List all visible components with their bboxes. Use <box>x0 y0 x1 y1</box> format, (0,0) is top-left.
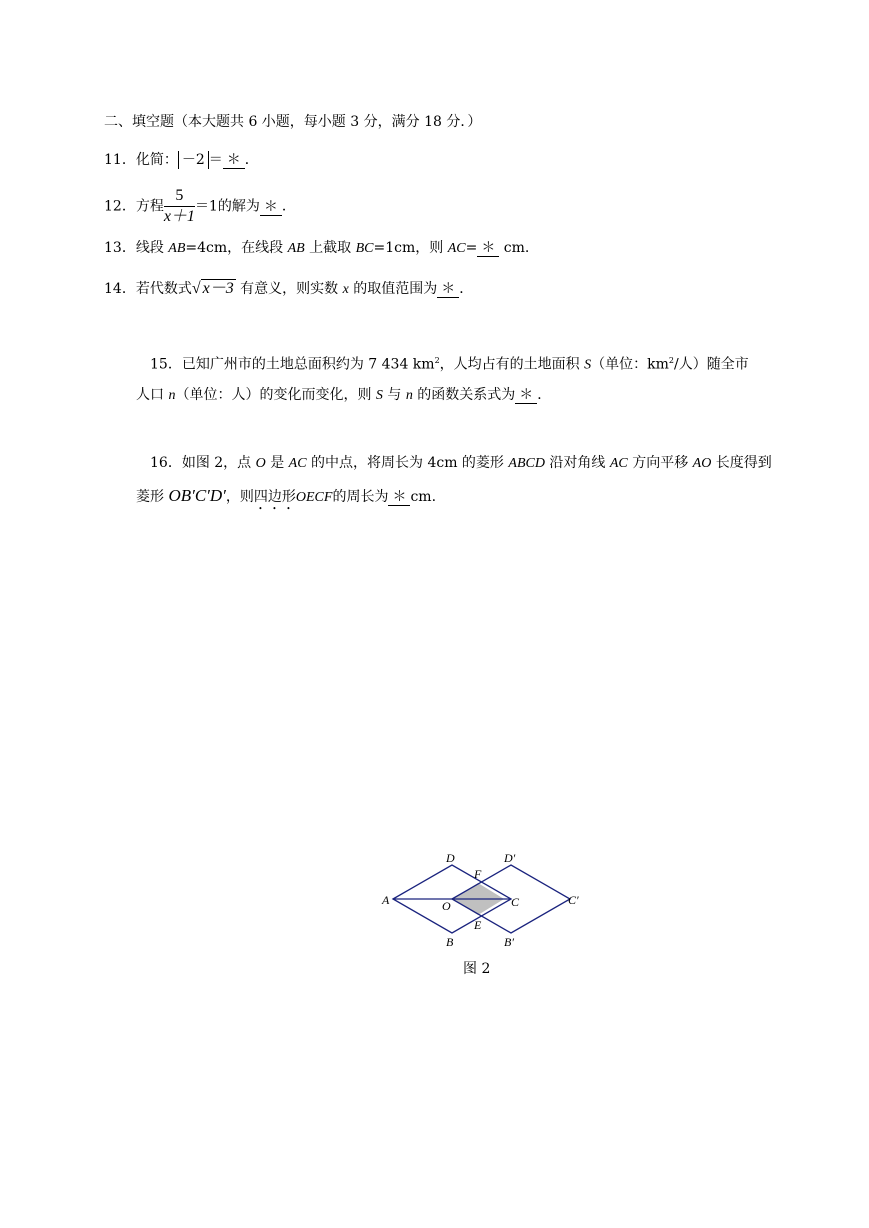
q15-sup2: 2 <box>668 356 674 365</box>
q16-number: 16． <box>150 455 182 471</box>
q14-radicand: x－3 <box>202 280 234 297</box>
question-16-line2 <box>136 486 436 513</box>
q16-ac2: AC <box>609 456 628 471</box>
q13-end: cm. <box>499 240 530 256</box>
q16-oecf: OECF <box>295 490 333 505</box>
q14-answer-blank[interactable]: ＊ <box>437 281 459 298</box>
q15-s2: S <box>375 388 383 403</box>
q14-x: x <box>342 282 349 297</box>
q15-end: ． <box>537 387 552 403</box>
question-15-line2 <box>136 385 551 406</box>
q13-p4: =1cm，则 <box>373 240 448 256</box>
q14-number: 14． <box>104 281 136 297</box>
q12-denominator: x＋1 <box>163 208 195 225</box>
label-c-prime: C′ <box>568 893 579 907</box>
q15-l1a: 已知广州市的土地总面积约为 7 434 km <box>181 356 435 373</box>
q16-abcd: ABCD <box>508 456 545 471</box>
q11-abs-value: －2 <box>178 151 209 169</box>
figure-2-caption: 图 2 <box>463 961 491 977</box>
q16-l1d: 沿对角线 <box>544 455 610 471</box>
question-12 <box>104 186 296 227</box>
label-d-prime: D′ <box>504 851 516 865</box>
q13-p1: 线段 <box>135 240 169 256</box>
q12-number: 12． <box>104 198 136 215</box>
label-f: F <box>474 867 482 881</box>
q16-l1b: 是 <box>265 455 289 471</box>
q13-answer-blank[interactable]: ＊ <box>477 240 499 257</box>
question-11 <box>104 150 259 170</box>
q15-l1d: /人）随全市 <box>673 356 749 373</box>
q15-n: n <box>168 388 176 403</box>
q16-l2a: 菱形 <box>136 489 169 505</box>
q16-ac: AC <box>288 456 307 471</box>
label-c: C <box>511 895 520 909</box>
q15-l2c: 与 <box>382 387 406 403</box>
label-o: O <box>442 899 451 913</box>
q14-p2: 有意义，则实数 <box>235 281 343 297</box>
q14-p3: 的取值范围为 <box>348 281 438 297</box>
q12-fraction <box>164 186 195 227</box>
q16-answer-blank[interactable]: ＊ <box>388 489 410 506</box>
q15-l2d: 的函数关系式为 <box>412 387 516 403</box>
q13-ac: AC <box>447 241 466 256</box>
q12-rhs: ＝1 <box>194 198 218 215</box>
q14-p1: 若代数式 <box>135 281 192 297</box>
q11-number: 11． <box>104 152 136 168</box>
q13-ab: AB <box>168 241 186 256</box>
label-e: E <box>474 918 482 932</box>
q12-numerator: 5 <box>164 186 195 207</box>
q12-answer-blank[interactable]: ＊ <box>260 199 282 216</box>
q15-l2a: 人口 <box>136 387 169 403</box>
q15-s: S <box>584 357 592 373</box>
q16-l1f: 长度得到 <box>711 455 772 471</box>
q16-end: cm. <box>410 489 437 505</box>
label-a: A <box>382 893 390 907</box>
q15-number: 15． <box>150 356 182 373</box>
q12-after: 的解为 <box>217 198 260 215</box>
q16-rhombus2: OB′C′D′ <box>168 486 226 505</box>
q14-sqrt <box>192 279 236 299</box>
figure-2-diagram <box>370 846 590 956</box>
q13-p2: =4cm，在线段 <box>185 240 288 256</box>
q16-l1c: 的中点，将周长为 4cm 的菱形 <box>306 455 509 471</box>
q16-l2d: 的周长为 <box>332 489 389 505</box>
label-b-prime: B′ <box>504 935 514 949</box>
q16-l1a: 如图 2，点 <box>181 455 256 471</box>
q16-l2c: 四边形 <box>253 489 296 505</box>
q16-l1e: 方向平移 <box>627 455 693 471</box>
q13-bc: BC <box>355 241 374 256</box>
q11-answer-blank[interactable]: ＊ <box>223 152 245 169</box>
q13-p5: = <box>465 240 478 256</box>
q13-number: 13． <box>104 240 136 256</box>
question-16-line1 <box>150 453 772 474</box>
q15-answer-blank[interactable]: ＊ <box>515 387 537 404</box>
q16-o: O <box>255 456 266 471</box>
q16-ao: AO <box>692 456 712 471</box>
q15-n2: n <box>405 388 413 403</box>
label-b: B <box>446 935 454 949</box>
q15-l1c: （单位：km <box>591 356 669 373</box>
q12-end: ． <box>281 198 296 215</box>
q14-end: ． <box>459 281 474 297</box>
q13-p3: 上截取 <box>304 240 356 256</box>
q11-equals: ＝ <box>208 152 223 168</box>
radical-sign-icon: √ <box>191 280 201 297</box>
q11-end: ． <box>244 152 259 168</box>
label-d: D <box>446 851 455 865</box>
q12-text: 方程 <box>135 198 164 215</box>
question-15-line1 <box>150 351 749 376</box>
q15-l2b: （单位：人）的变化而变化，则 <box>175 387 376 403</box>
question-14 <box>104 279 473 300</box>
q15-l1b: ，人均占有的土地面积 <box>439 356 585 373</box>
q13-ab2: AB <box>287 241 305 256</box>
question-13 <box>104 238 529 259</box>
q15-sup1: 2 <box>434 356 440 365</box>
section-title: 二、填空题（本大题共 6 小题，每小题 3 分，满分 18 分．） <box>104 114 482 130</box>
q11-text: 化简： <box>135 152 178 168</box>
q16-l2b: ，则 <box>225 489 254 505</box>
